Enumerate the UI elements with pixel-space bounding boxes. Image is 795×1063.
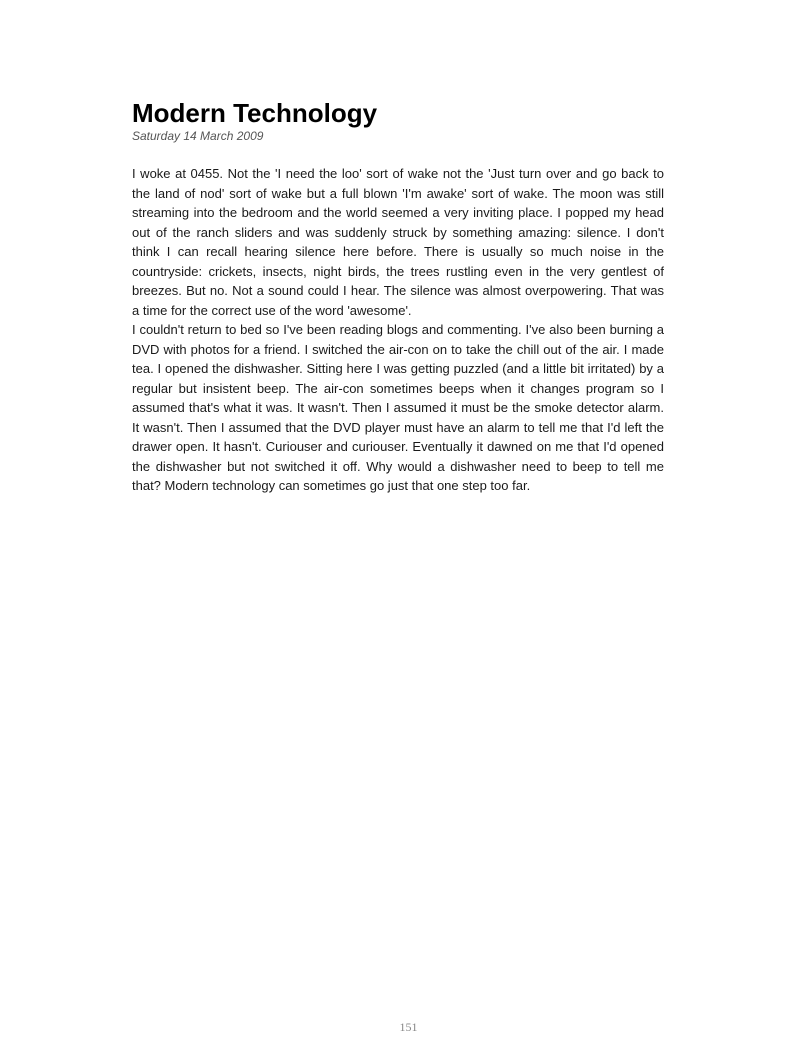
body-paragraph: I woke at 0455. Not the 'I need the loo' sort of wake not the 'Just turn over and go back to the land of nod' sort of wake but a full blown 'I'm awake' sort of wake. The moon was still streaming into the bedroom and the world seemed a very inviting place. I popped my head out of the ranch sliders and was suddenly struck by something amazing: silence. I don't think I can recall hearing silence here before. There is usually so much noise in the countryside: crickets, insects, night birds, the trees rustling even in the very gentlest of breezes. But no. Not a sound could I hear. The silence was almost overpowering. That was a time for the correct use of the word 'awesome'. <box>132 166 664 318</box>
body-paragraph: I couldn't return to bed so I've been reading blogs and commenting. I've also been burning a DVD with photos for a friend. I switched the air-con on to take the chill out of the air. I made tea. I opened the dishwasher. Sitting here I was getting puzzled (and a little bit irritated) by a regular but insistent beep. The air-con sometimes beeps when it changes program so I assumed that's what it was. It wasn't. Then I assumed it must be the smoke detector alarm. It wasn't. Then I assumed that the DVD player must have an alarm to tell me that I'd left the drawer open. It hasn't. Curiouser and curiouser. Eventually it dawned on me that I'd opened the dishwasher but not switched it off. Why would a dishwasher need to beep to tell me that? Modern technology can sometimes go just that one step too far. <box>132 322 664 493</box>
post-body <box>132 164 664 496</box>
page-number: 151 <box>399 1020 418 1034</box>
post-title: Modern Technology <box>132 98 378 128</box>
post-date: Saturday 14 March 2009 <box>132 129 264 143</box>
